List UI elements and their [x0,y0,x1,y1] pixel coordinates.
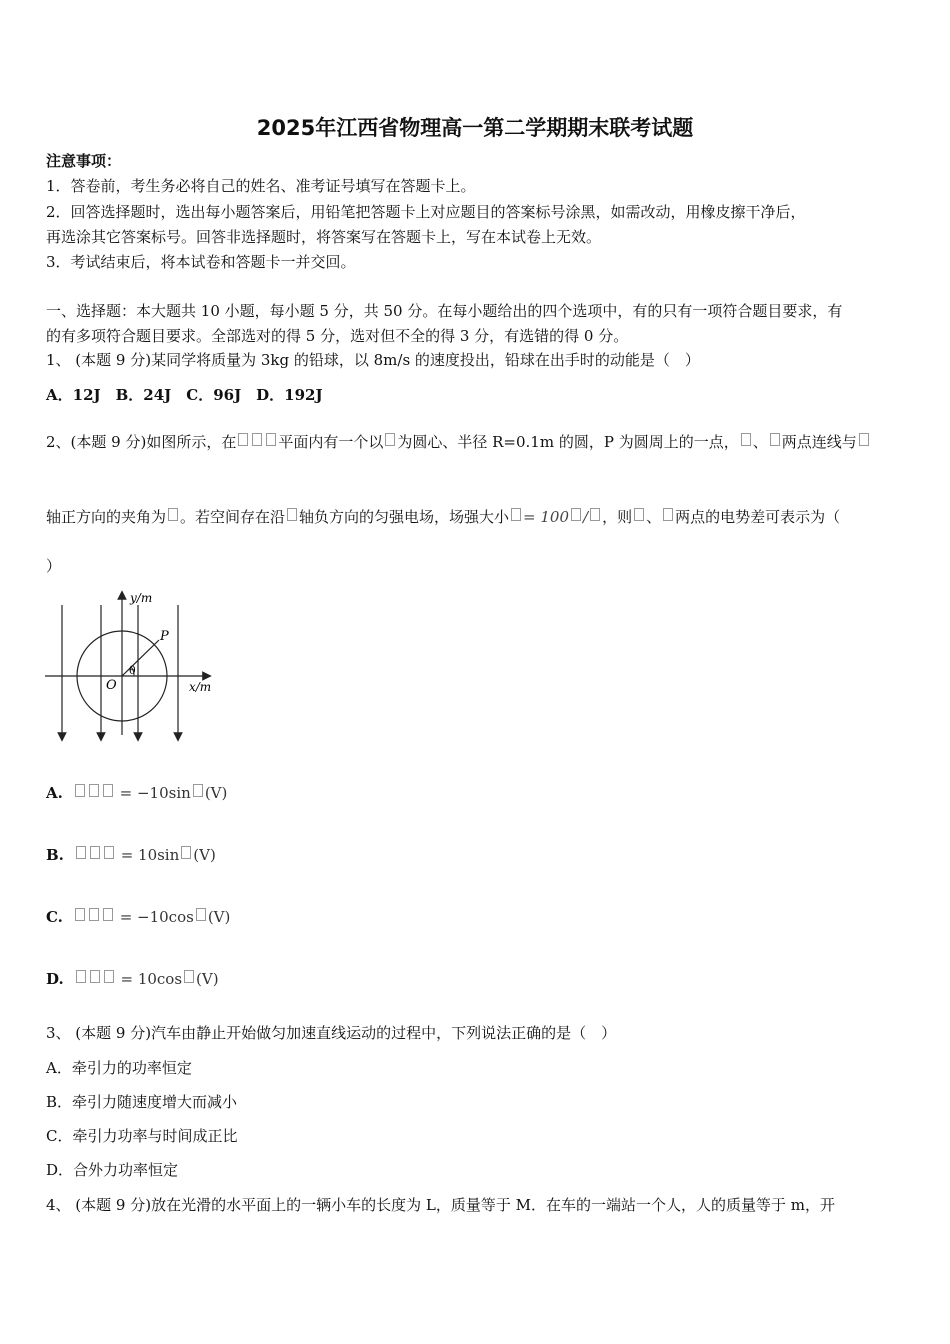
option-unit: (V) [193,846,216,864]
option-label: D. [46,970,64,988]
formula-placeholder-icon [385,433,395,446]
q2-text: 轴负方向的匀强电场，场强大小 [299,508,510,526]
q2-text: 轴正方向的夹角为 [46,508,167,526]
notice-item-3: 3．考试结束后，将本试卷和答题卡一并交回。 [46,253,356,271]
formula-placeholder-icon [90,970,100,983]
formula-placeholder-icon [770,433,780,446]
formula-placeholder-icon [741,433,751,446]
field-strength-value: = 100 [523,508,570,526]
formula-placeholder-icon [571,508,581,521]
q2-text: 两点的电势差可表示为（ [675,508,841,526]
option-unit: (V) [207,908,231,926]
q3-stem: 3、 (本题 9 分)汽车由静止开始做匀加速直线运动的过程中，下列说法正确的是（ ） [46,1024,617,1042]
notice-item-2-cont: 再选涂其它答案标号。回答非选择题时，将答案写在答题卡上，写在本试卷上无效。 [46,228,602,246]
q3-option-a: A．牵引力的功率恒定 [46,1059,192,1077]
formula-placeholder-icon [89,784,99,797]
formula-placeholder-icon [104,846,114,859]
q2-line1 [46,432,871,452]
section-intro-line2: 的有多项符合题目要求。全部选对的得 5 分，选对但不全的得 3 分，有选错的得 0 分。 [46,327,629,345]
radius-op [122,640,159,676]
q2-line2 [46,507,840,527]
page-title: 2025年江西省物理高一第二学期期末联考试题 [256,116,694,140]
option-expr: = −10cos [119,908,194,926]
option-expr: = 10sin [120,846,180,864]
q2-figure [42,585,222,750]
q2-text: 、 [752,433,768,451]
formula-placeholder-icon [89,908,99,921]
q2-text: 。若空间存在沿 [180,508,286,526]
formula-placeholder-icon [287,508,297,521]
formula-placeholder-icon [238,433,248,446]
formula-placeholder-icon [104,970,114,983]
q3-option-b: B．牵引力随速度增大而减小 [46,1093,238,1111]
q2-text: 两点连线与 [781,433,857,451]
formula-placeholder-icon [103,908,113,921]
point-p-label: P [160,629,169,644]
formula-placeholder-icon [184,970,194,983]
y-axis-label: y/m [130,591,153,605]
option-label: C. [46,908,63,926]
option-expr: = 10cos [120,970,183,988]
q2-text: 平面内有一个以 [278,433,384,451]
q2-text: ，则 [602,508,633,526]
q2-text: 、 [646,508,662,526]
x-axis-label: x/m [189,680,212,694]
formula-placeholder-icon [634,508,644,521]
formula-placeholder-icon [75,908,85,921]
q2-option-a [46,784,227,802]
formula-placeholder-icon [196,908,206,921]
field-lines [62,605,178,737]
q2-text: 2、(本题 9 分)如图所示，在 [46,433,237,451]
option-label: B. [46,846,64,864]
q2-option-b [46,846,216,864]
formula-placeholder-icon [252,433,262,446]
q4-stem: 4、 (本题 9 分)放在光滑的水平面上的一辆小车的长度为 L，质量等于 M．在车的一端站一个人，人的质量等于 m，开 [46,1196,835,1214]
formula-placeholder-icon [193,784,203,797]
option-unit: (V) [204,784,228,802]
notice-item-1: 1．答卷前，考生务必将自己的姓名、准考证号填写在答题卡上。 [46,177,476,195]
field-strength-slash: / [583,508,589,526]
formula-placeholder-icon [590,508,600,521]
formula-placeholder-icon [168,508,178,521]
q2-option-d [46,970,219,988]
option-expr: = −10sin [119,784,191,802]
section-intro-line1: 一、选择题：本大题共 10 小题，每小题 5 分，共 50 分。在每小题给出的四个选项中，有的只有一项符合题目要求，有 [46,302,843,320]
formula-placeholder-icon [511,508,521,521]
formula-placeholder-icon [75,784,85,797]
formula-placeholder-icon [76,846,86,859]
q3-option-d: D．合外力功率恒定 [46,1161,179,1179]
notice-item-2: 2．回答选择题时，选出每小题答案后，用铅笔把答题卡上对应题目的答案标号涂黑，如需改动，用橡皮擦干净后， [46,203,806,221]
q2-option-c [46,908,230,926]
formula-placeholder-icon [266,433,276,446]
q2-text: 为圆心、半径 R=0.1m 的圆，P 为圆周上的一点， [397,433,739,451]
formula-placeholder-icon [181,846,191,859]
option-unit: (V) [196,970,219,988]
angle-label: θ [129,664,136,677]
notice-heading: 注意事项： [46,152,122,170]
origin-label: O [106,678,117,693]
q1-options: A．12J B．24J C．96J D．192J [46,386,323,404]
q2-line3: ） [46,557,62,575]
formula-placeholder-icon [76,970,86,983]
q1-stem: 1、 (本题 9 分)某同学将质量为 3kg 的铅球，以 8m/s 的速度投出，铅球在出手时的动能是（ ） [46,351,700,369]
formula-placeholder-icon [103,784,113,797]
formula-placeholder-icon [90,846,100,859]
formula-placeholder-icon [663,508,673,521]
formula-placeholder-icon [859,433,869,446]
q3-option-c: C．牵引力功率与时间成正比 [46,1127,238,1145]
option-label: A. [46,784,63,802]
